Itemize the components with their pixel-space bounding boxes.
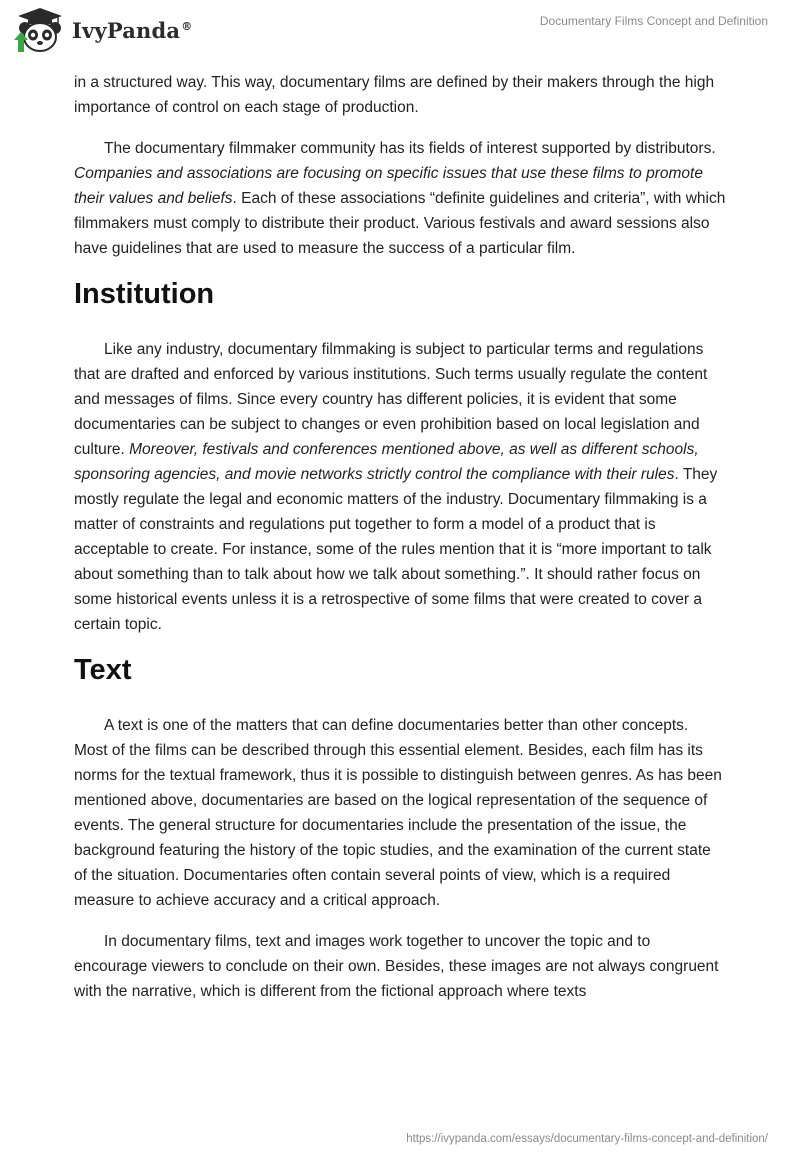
paragraph-distributors [74,136,726,261]
registered-mark: ® [181,19,193,33]
ivypanda-logo[interactable] [14,6,192,54]
italic-emphasis: Moreover, festivals and conferences mentioned above, as well as different schools, sponsoring agencies, and movie networks strictly control the compliance with their rules [74,441,699,483]
paragraph-text-images: In documentary films, text and images work together to uncover the topic and to encourage viewers to conclude on their own. Besides, these images are not always congruent with the narrative, which is different from the fictional approach where texts [74,933,719,1000]
text-run: . They mostly regulate the legal and economic matters of the industry. Documentary filmmaking is a matter of constraints and regulations put together to form a model of a product that is acceptable to create. For instance, some of the rules mention that it is “more important to talk about something than to talk about how we talk about something.”. It should rather focus on some historical events unless it is a retrospective of some films that were created to cover a certain topic. [74,466,718,633]
source-url[interactable]: https://ivypanda.com/essays/documentary-films-concept-and-definition/ [406,1133,768,1145]
document-title: Documentary Films Concept and Definition [539,14,768,28]
paragraph-control: in a structured way. This way, documentary films are defined by their makers through the high importance of control on each stage of production. [74,74,715,116]
italic-emphasis: Companies and associations are focusing on specific issues that use these films to promote their values and beliefs [74,165,703,207]
essay-body [74,70,726,1020]
section-heading-institution: Institution [74,278,215,310]
paragraph-institution [74,337,726,637]
brand-name: IvyPanda® [72,17,193,43]
text-run: The documentary filmmaker community has its fields of interest supported by distributors. [104,140,716,157]
text-run: . Each of these associations “definite guidelines and criteria”, with which filmmakers must comply to distribute their product. Various festivals and award sessions also have guidelines that are used to measure the success of a particular film. [74,190,726,257]
page-header [0,0,800,64]
panda-graduate-icon [14,6,66,54]
text-run: Like any industry, documentary filmmaking is subject to particular terms and regulations that are drafted and enforced by various institutions. Such terms usually regulate the content and messages of films. Since every country has different policies, it is evident that some documentaries can be subject to changes or even prohibition based on local legislation and culture. [74,341,708,458]
paragraph-text-definition: A text is one of the matters that can define documentaries better than other concepts. Most of the films can be described through this essential element. Besides, each film has its norms for the textual framework, thus it is possible to distinguish between genres. As has been mentioned above, documentaries are based on the logical representation of the sequence of events. The general structure for documentaries include the presentation of the issue, the background featuring the history of the topic studies, and the examination of the current state of the situation. Documentaries often contain several points of view, which is a required measure to achieve accuracy and a critical approach. [74,717,722,909]
section-heading-text: Text [74,654,132,686]
